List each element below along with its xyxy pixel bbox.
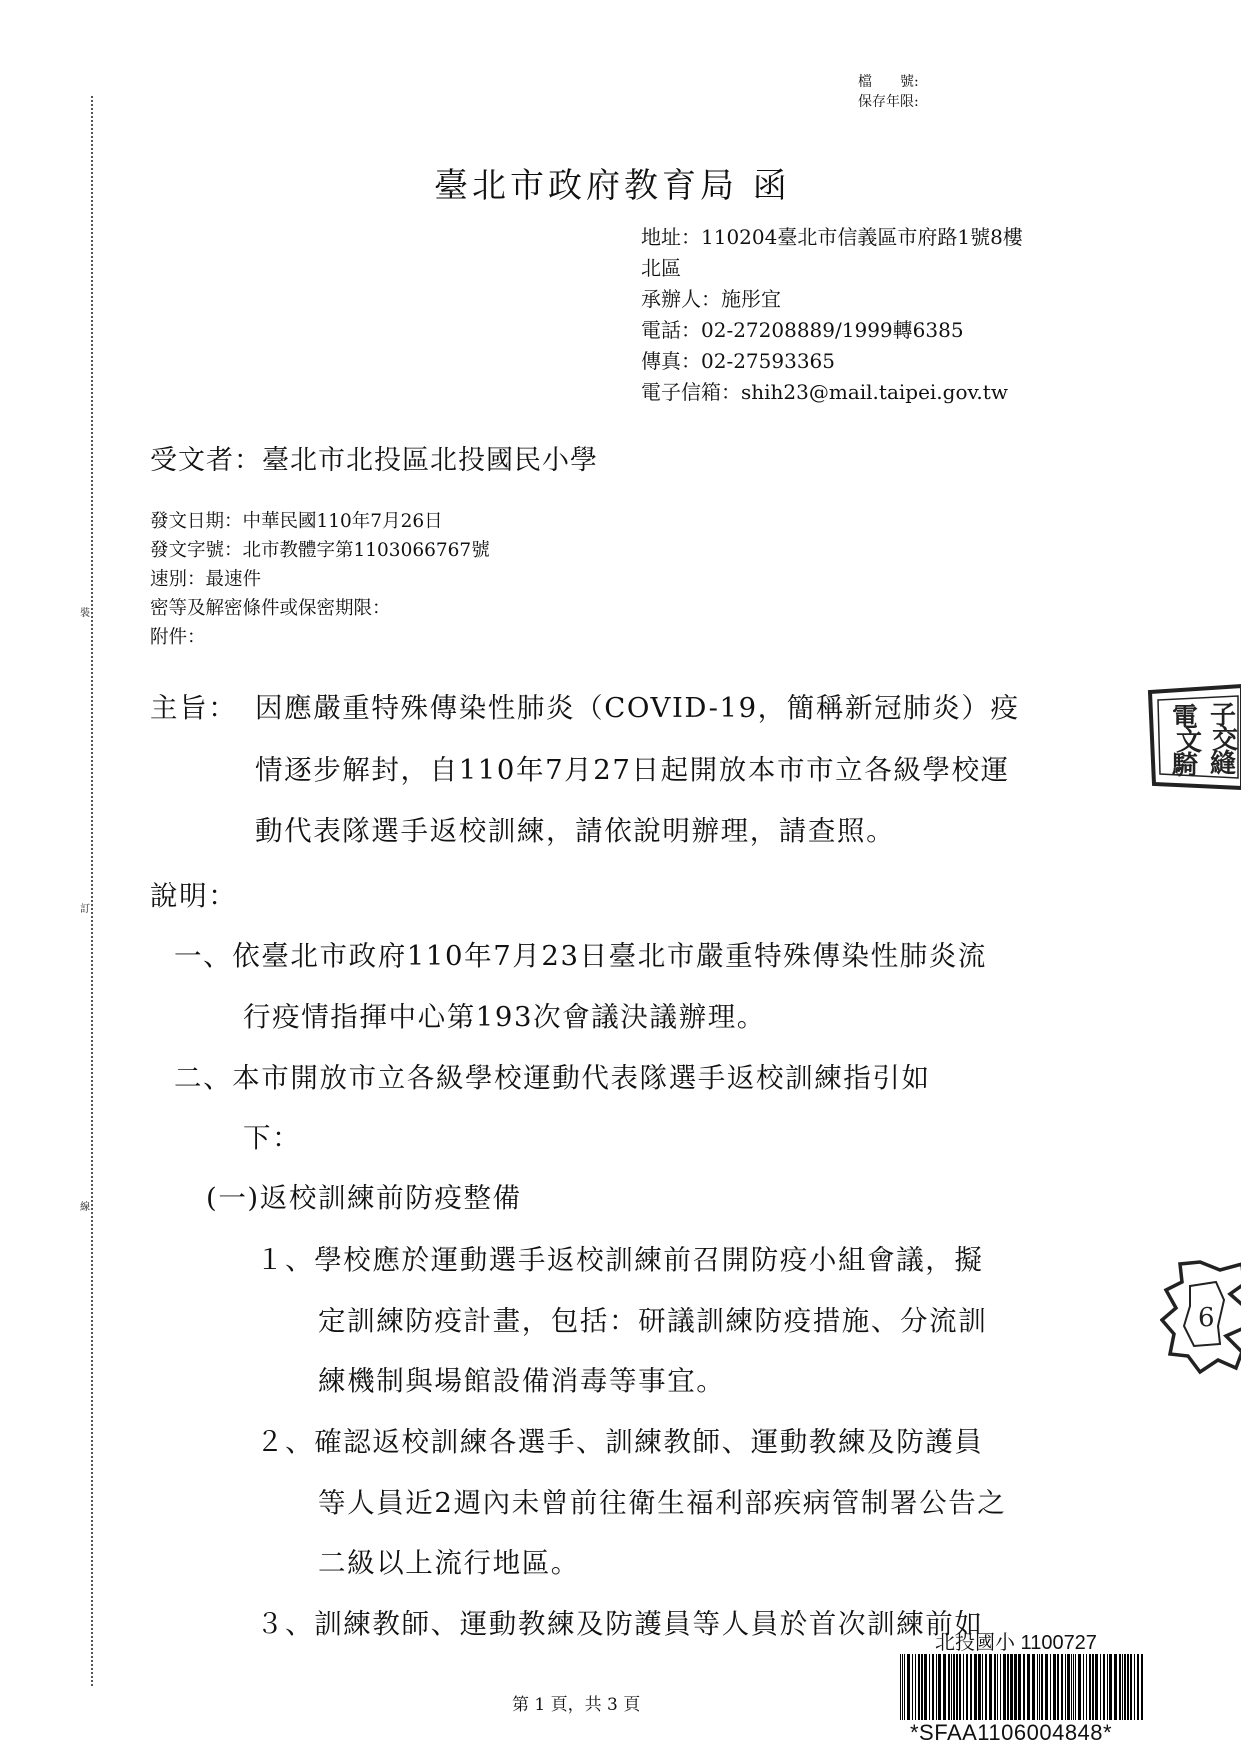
barcode-bar xyxy=(1134,1654,1135,1720)
barcode-bar xyxy=(1122,1654,1123,1720)
file-number-label: 檔 號: xyxy=(858,74,919,90)
barcode-bar xyxy=(1095,1654,1098,1720)
barcode-bar xyxy=(1071,1654,1072,1720)
barcode-bar xyxy=(1083,1654,1084,1720)
binding-margin-line xyxy=(91,96,93,1686)
barcode-bar xyxy=(907,1654,910,1720)
district: 北區 xyxy=(641,256,681,280)
address: 地址：110204臺北市信義區市府路1號8樓 xyxy=(641,225,1023,249)
barcode-bar xyxy=(1032,1654,1035,1720)
point-3-line: ３、訓練教師、運動教練及防護員等人員於首次訓練前如 xyxy=(256,1608,984,1640)
barcode-bar xyxy=(953,1654,955,1720)
barcode-bar xyxy=(1124,1654,1126,1720)
barcode-bar xyxy=(918,1654,920,1720)
item-1-line: 行疫情指揮中心第193次會議決議辦理。 xyxy=(243,1001,766,1033)
retention-period-label: 保存年限: xyxy=(858,94,919,110)
seal-char: 交 xyxy=(1212,725,1239,755)
document-title: 臺北市政府教育局 函 xyxy=(434,166,791,206)
barcode-bar xyxy=(982,1654,983,1720)
barcode-bar xyxy=(1041,1654,1043,1720)
seal-char: 文 xyxy=(1176,727,1203,757)
barcode-bar xyxy=(1127,1654,1129,1720)
subsection-heading: (一)返校訓練前防疫整備 xyxy=(206,1182,522,1214)
barcode-bar xyxy=(1092,1654,1094,1720)
barcode-bar xyxy=(1027,1654,1030,1720)
margin-mark-line: 線 xyxy=(80,1196,90,1215)
seal-char: 電 xyxy=(1172,703,1199,733)
barcode-bar xyxy=(1100,1654,1101,1720)
barcode-bar xyxy=(1039,1654,1040,1720)
barcode-bar xyxy=(1050,1654,1051,1720)
barcode-bar xyxy=(1053,1654,1056,1720)
barcode-bar xyxy=(900,1654,901,1720)
barcode-bar xyxy=(978,1654,981,1720)
barcode-bar xyxy=(1109,1654,1112,1720)
issue-date: 發文日期：中華民國110年7月26日 xyxy=(150,511,443,532)
file-reference xyxy=(858,72,919,112)
barcode-bar xyxy=(902,1654,903,1720)
email: 電子信箱：shih23@mail.taipei.gov.tw xyxy=(641,380,1008,404)
barcode-number: *SFAA1106004848* xyxy=(910,1720,1113,1745)
document-number: 發文字號：北市教體字第1103066767號 xyxy=(150,540,490,561)
barcode-bar xyxy=(1010,1654,1013,1720)
barcode-bar xyxy=(1075,1654,1076,1720)
barcode-bar xyxy=(1073,1654,1074,1720)
perforation-seal xyxy=(1160,1256,1241,1376)
point-2-line: 二級以上流行地區。 xyxy=(318,1547,580,1579)
barcode-bar xyxy=(929,1654,930,1720)
barcode-bar xyxy=(1141,1654,1143,1720)
phone: 電話：02-27208889/1999轉6385 xyxy=(641,318,964,342)
barcode-bar xyxy=(921,1654,923,1720)
barcode-bar xyxy=(1061,1654,1063,1720)
barcode-bar xyxy=(994,1654,996,1720)
barcode-bar xyxy=(1114,1654,1117,1720)
barcode-bar xyxy=(1037,1654,1038,1720)
barcode-bar xyxy=(997,1654,998,1720)
barcode-bar xyxy=(1107,1654,1108,1720)
point-1-line: １、學校應於運動選手返校訓練前召開防疫小組會議，擬 xyxy=(256,1244,984,1276)
seal-char: 子 xyxy=(1210,701,1237,731)
contact-block xyxy=(641,222,1023,408)
barcode-bar xyxy=(1045,1654,1048,1720)
barcode-bar xyxy=(1057,1654,1059,1720)
attachment: 附件： xyxy=(150,627,206,648)
barcode-bar xyxy=(904,1654,905,1720)
subject-line: 情逐步解封，自110年7月27日起開放本市市立各級學校運 xyxy=(255,754,1010,786)
seal-char: 縫 xyxy=(1210,749,1237,779)
barcode-bar xyxy=(970,1654,972,1720)
barcode-bar xyxy=(1103,1654,1105,1720)
issue-metadata xyxy=(150,507,490,652)
fax: 傳真：02-27593365 xyxy=(641,349,836,373)
seal-char: 騎 xyxy=(1172,751,1199,781)
barcode-bar xyxy=(1119,1654,1121,1720)
barcode-bar xyxy=(1003,1654,1006,1720)
secrecy-level: 密等及解密條件或保密期限： xyxy=(150,598,391,619)
barcode-bar xyxy=(951,1654,952,1720)
barcode-bar xyxy=(963,1654,964,1720)
subject-label: 主旨： xyxy=(150,692,238,724)
seal-number: 6 xyxy=(1198,1303,1215,1333)
barcode-bar xyxy=(1130,1654,1132,1720)
item-2-line: 二、本市開放市立各級學校運動代表隊選手返校訓練指引如 xyxy=(174,1062,931,1094)
barcode-bar xyxy=(1007,1654,1009,1720)
point-1-line: 定訓練防疫計畫，包括：研議訓練防疫措施、分流訓 xyxy=(318,1305,988,1337)
barcode-bar xyxy=(948,1654,950,1720)
point-2-line: ２、確認返校訓練各選手、訓練教師、運動教練及防護員 xyxy=(256,1426,984,1458)
barcode-bar xyxy=(989,1654,992,1720)
barcode-bar xyxy=(966,1654,968,1720)
item-2-line: 下： xyxy=(243,1122,302,1154)
subject-line: 動代表隊選手返校訓練，請依說明辦理，請查照。 xyxy=(255,815,896,847)
barcode-bar xyxy=(943,1654,946,1720)
barcode-bar xyxy=(1023,1654,1025,1720)
officer: 承辦人：施彤宜 xyxy=(641,287,781,311)
barcode-bar xyxy=(924,1654,927,1720)
barcode-bar xyxy=(985,1654,987,1720)
barcode-bar xyxy=(959,1654,961,1720)
electronic-document-seal xyxy=(1146,684,1241,794)
recipient: 受文者：臺北市北投區北投國民小學 xyxy=(150,445,598,476)
barcode-bar xyxy=(1086,1654,1087,1720)
barcode-bar xyxy=(1137,1654,1139,1720)
barcode-caption: 北投國小 1100727 xyxy=(935,1632,1097,1654)
barcode-bar xyxy=(936,1654,937,1720)
barcode-bar xyxy=(1078,1654,1081,1720)
barcode-bar xyxy=(932,1654,934,1720)
barcode-bar xyxy=(938,1654,941,1720)
barcode-bar xyxy=(1067,1654,1070,1720)
description-label: 說明： xyxy=(150,880,238,912)
margin-mark-staple: 訂 xyxy=(80,898,90,917)
barcode-bar xyxy=(1000,1654,1001,1720)
barcode-bar xyxy=(1018,1654,1021,1720)
barcode xyxy=(898,1654,1148,1720)
barcode-bar xyxy=(915,1654,916,1720)
barcode-bar xyxy=(1089,1654,1091,1720)
point-1-line: 練機制與場館設備消毒等事宜。 xyxy=(318,1365,726,1397)
item-1-line: 一、依臺北市政府110年7月23日臺北市嚴重特殊傳染性肺炎流 xyxy=(174,940,987,972)
barcode-bar xyxy=(1065,1654,1066,1720)
delivery-speed: 速別：最速件 xyxy=(150,569,262,590)
page-number: 第 1 頁，共 3 頁 xyxy=(512,1695,641,1715)
barcode-bar xyxy=(1014,1654,1017,1720)
subject-line: 因應嚴重特殊傳染性肺炎（COVID-19，簡稱新冠肺炎）疫 xyxy=(255,692,1020,724)
margin-mark-bind: 裝 xyxy=(80,602,90,621)
barcode-bar xyxy=(912,1654,913,1720)
point-2-line: 等人員近2週內未曾前往衛生福利部疾病管制署公告之 xyxy=(318,1487,1007,1519)
barcode-bar xyxy=(956,1654,958,1720)
barcode-bar xyxy=(974,1654,977,1720)
